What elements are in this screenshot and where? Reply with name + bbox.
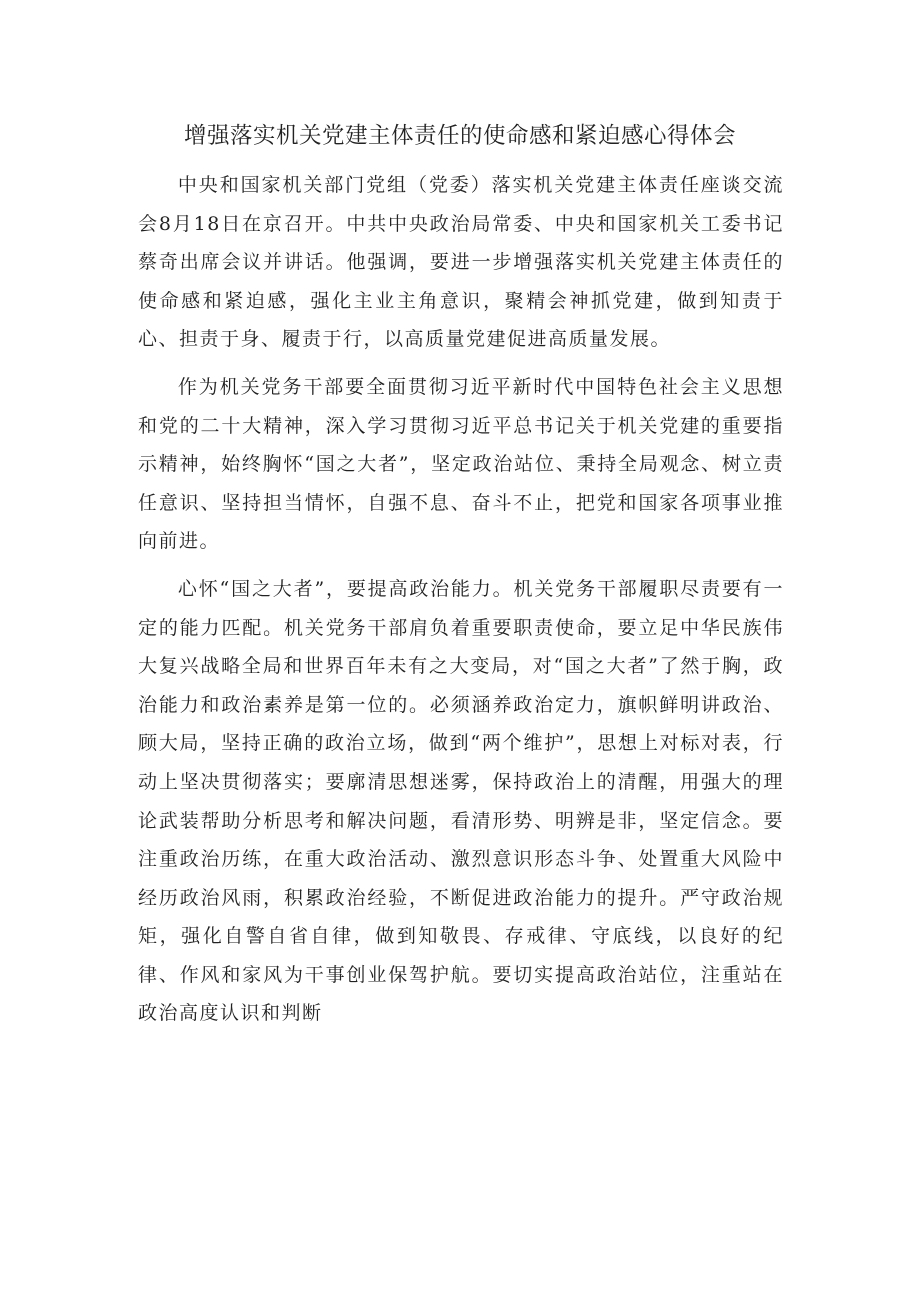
paragraph-3: 心怀“国之大者”，要提高政治能力。机关党务干部履职尽责要有一定的能力匹配。机关党务干部肩负着重要职责使命，要立足中华民族伟大复兴战略全局和世界百年未有之大变局，对“国之大者”了然于胸，政治能力和政治素养是第一位的。必须涵养政治定力，旗帜鲜明讲政治、顾大局，坚持正确的政治立场，做到“两个维护”，思想上对标对表，行动上坚决贯彻落实；要廓清思想迷雾，保持政治上的清醒，用强大的理论武装帮助分析思考和解决问题，看清形势、明辨是非，坚定信念。要注重政治历练，在重大政治活动、激烈意识形态斗争、处置重大风险中经历政治风雨，积累政治经验，不断促进政治能力的提升。严守政治规矩，强化自警自省自律，做到知敬畏、存戒律、守底线，以良好的纪律、作风和家风为干事创业保驾护航。要切实提高政治站位，注重站在政治高度认识和判断 xyxy=(138,577,784,1025)
paragraph-1: 中央和国家机关部门党组（党委）落实机关党建主体责任座谈交流会8月18日在京召开。中共中央政治局常委、中央和国家机关工委书记蔡奇出席会议并讲话。他强调，要进一步增强落实机关党建主体责任的使命感和紧迫感，强化主业主角意识，聚精会神抓党建，做到知责于心、担责于身、履责于行，以高质量党建促进高质量发展。 xyxy=(138,174,784,351)
paragraph-2: 作为机关党务干部要全面贯彻习近平新时代中国特色社会主义思想和党的二十大精神，深入学习贯彻习近平总书记关于机关党建的重要指示精神，始终胸怀“国之大者”，坚定政治站位、秉持全局观念、树立责任意识、坚持担当情怀，自强不息、奋斗不止，把党和国家各项事业推向前进。 xyxy=(138,375,784,553)
document-body xyxy=(138,166,784,1033)
document-title: 增强落实机关党建主体责任的使命感和紧迫感心得体会 xyxy=(183,123,736,149)
